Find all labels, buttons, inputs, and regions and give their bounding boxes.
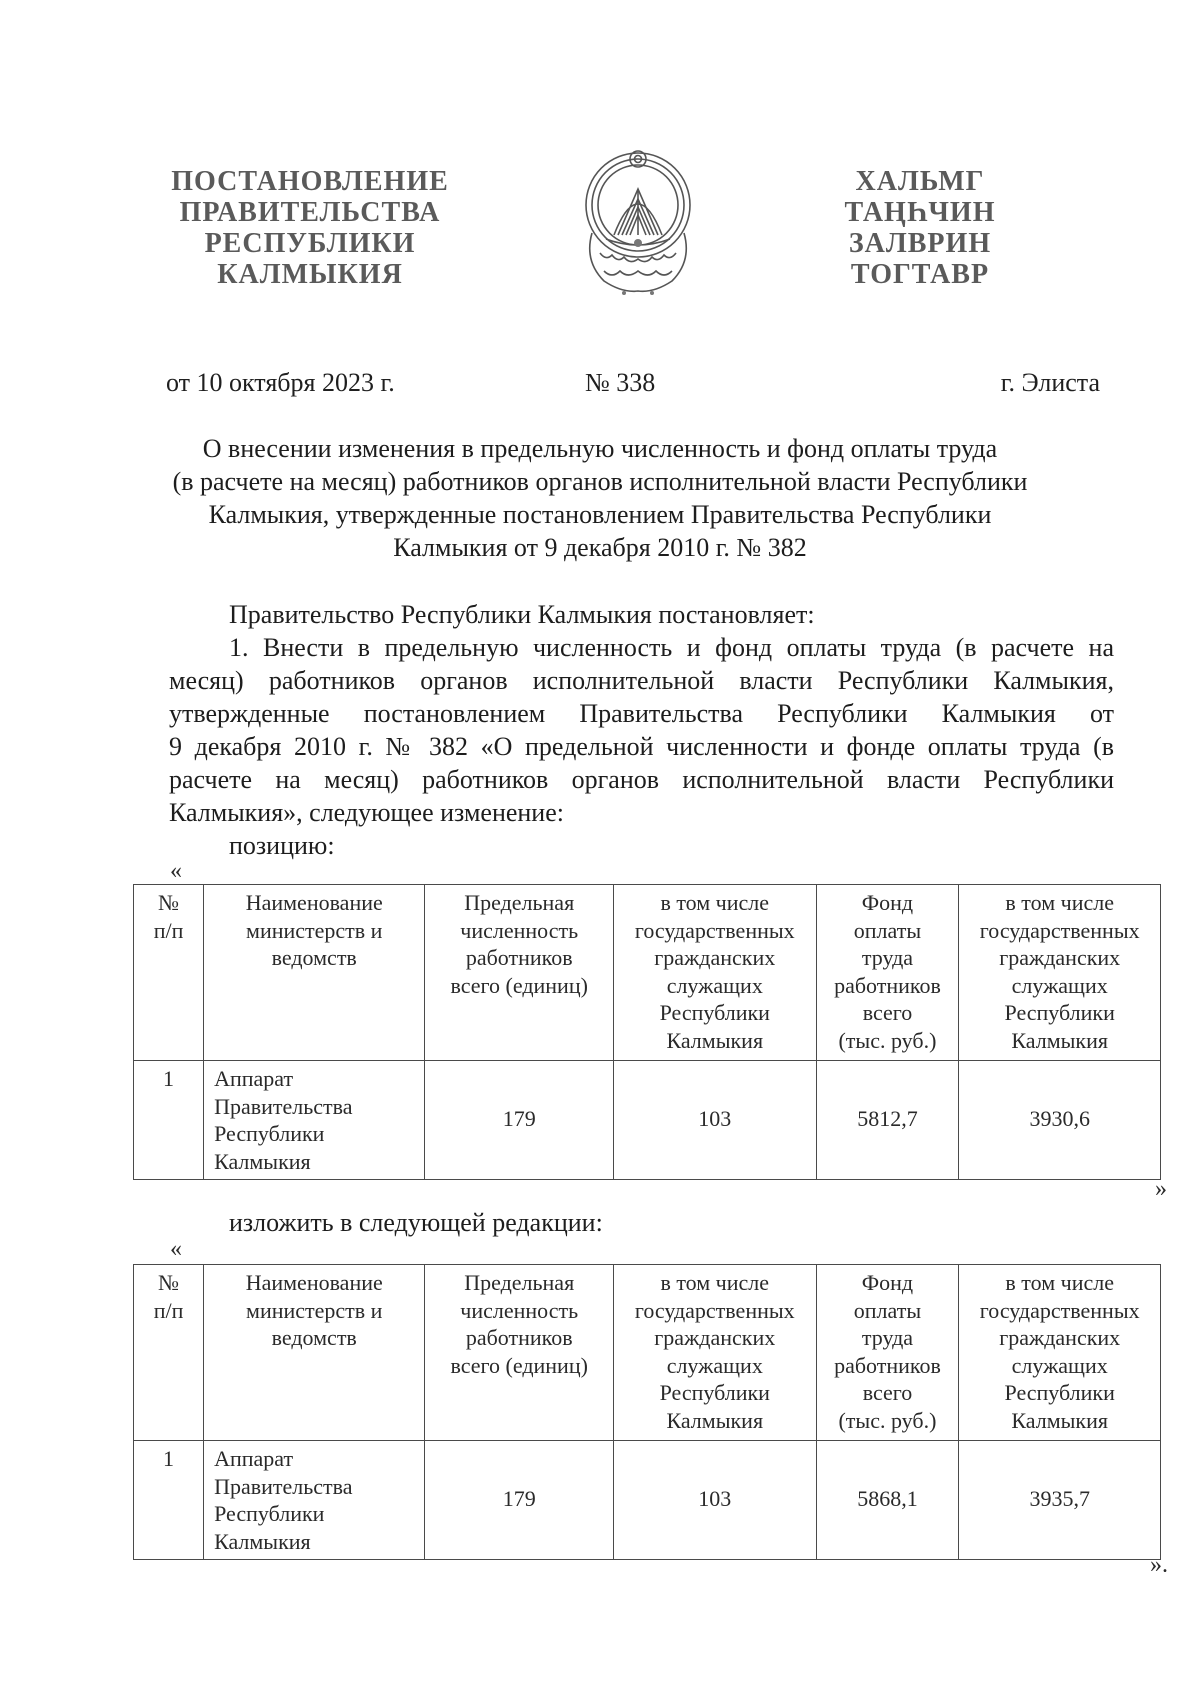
cell-civil-servants: 103 [614, 1061, 816, 1180]
header-cell-fund-civil: в том числе государственных гражданских служащих Республики Калмыкия [959, 885, 1161, 1061]
header-russian-line: ПРАВИТЕЛЬСТВА [179, 197, 441, 228]
cell-fund-total: 5812,7 [816, 1061, 959, 1180]
header-cell-number: № п/п [134, 1265, 204, 1441]
old-position-table [133, 884, 1161, 1180]
paragraph-line: месяц) работников органов исполнительной власти Республики Калмыкия, [169, 666, 1114, 695]
cell-fund-civil: 3930,6 [959, 1061, 1161, 1180]
header-cell-name: Наименование министерств и ведомств [204, 1265, 425, 1441]
paragraph-line: Калмыкия», следующее изменение: [169, 798, 564, 827]
kalmykia-coat-of-arms-icon [574, 143, 702, 303]
position-label: позицию: [229, 831, 335, 860]
cell-staff-total: 179 [425, 1441, 614, 1560]
resolution-intro: Правительство Республики Калмыкия постановляет: [229, 600, 815, 629]
close-quote: » [1155, 1176, 1167, 1202]
title-line: (в расчете на месяц) работников органов исполнительной власти Республики [172, 467, 1028, 496]
table-row [134, 1061, 1161, 1180]
header-russian-line: КАЛМЫКИЯ [217, 259, 403, 290]
point-1-paragraph [169, 631, 1114, 829]
paragraph-line: 9 декабря 2010 г. № 382 «О предельной численности и фонде оплаты труда (в [169, 732, 1114, 761]
cell-fund-civil: 3935,7 [959, 1441, 1161, 1560]
header-cell-staff-total: Предельная численность работников всего (единиц) [425, 1265, 614, 1441]
paragraph-line: 1. Внести в предельную численность и фонд оплаты труда (в расчете на [229, 633, 1114, 662]
document-title [130, 432, 1070, 564]
cell-fund-total: 5868,1 [816, 1441, 959, 1560]
open-quote: « [170, 1236, 182, 1262]
header-cell-staff-total: Предельная численность работников всего (единиц) [425, 885, 614, 1061]
header-russian-line: ПОСТАНОВЛЕНИЕ [171, 166, 449, 197]
edit-label: изложить в следующей редакции: [229, 1208, 603, 1237]
new-position-table [133, 1264, 1161, 1560]
table-header-row [134, 885, 1161, 1061]
header-cell-fund-total: Фонд оплаты труда работников всего (тыс. руб.) [816, 885, 959, 1061]
header-cell-civil-servants: в том числе государственных гражданских служащих Республики Калмыкия [614, 885, 816, 1061]
header-kalmyk-line: ТАҢҺЧИН [844, 197, 996, 228]
open-quote: « [170, 858, 182, 884]
header-kalmyk-line: ЗАЛВРИН [848, 228, 992, 259]
paragraph-line: утвержденные постановлением Правительства Республики Калмыкия от [169, 699, 1114, 728]
header-cell-number: № п/п [134, 885, 204, 1061]
cell-staff-total: 179 [425, 1061, 614, 1180]
paragraph-line: расчете на месяц) работников органов исполнительной власти Республики [169, 765, 1114, 794]
header-russian [145, 166, 475, 290]
document-date: от 10 октября 2023 г. [166, 368, 395, 397]
table-row [134, 1441, 1161, 1560]
cell-name: Аппарат Правительства Республики Калмыкия [204, 1061, 425, 1180]
header-kalmyk-line: ТОГТАВР [850, 259, 990, 290]
cell-civil-servants: 103 [614, 1441, 816, 1560]
header-cell-name: Наименование министерств и ведомств [204, 885, 425, 1061]
title-line: Калмыкия от 9 декабря 2010 г. № 382 [393, 533, 807, 562]
header-kalmyk-line: ХАЛЬМГ [855, 166, 985, 197]
close-quote-final: ». [1150, 1552, 1168, 1578]
header-cell-fund-civil: в том числе государственных гражданских служащих Республики Калмыкия [959, 1265, 1161, 1441]
document-number: № 338 [585, 368, 656, 397]
table-header-row [134, 1265, 1161, 1441]
title-line: Калмыкия, утвержденные постановлением Правительства Республики [208, 500, 992, 529]
cell-index: 1 [134, 1061, 204, 1180]
header-cell-civil-servants: в том числе государственных гражданских служащих Республики Калмыкия [614, 1265, 816, 1441]
header-kalmyk [800, 166, 1040, 290]
title-line: О внесении изменения в предельную численность и фонд оплаты труда [202, 434, 998, 463]
header-cell-fund-total: Фонд оплаты труда работников всего (тыс. руб.) [816, 1265, 959, 1441]
cell-index: 1 [134, 1441, 204, 1560]
cell-name: Аппарат Правительства Республики Калмыкия [204, 1441, 425, 1560]
document-city: г. Элиста [1000, 368, 1100, 397]
header-russian-line: РЕСПУБЛИКИ [204, 228, 416, 259]
